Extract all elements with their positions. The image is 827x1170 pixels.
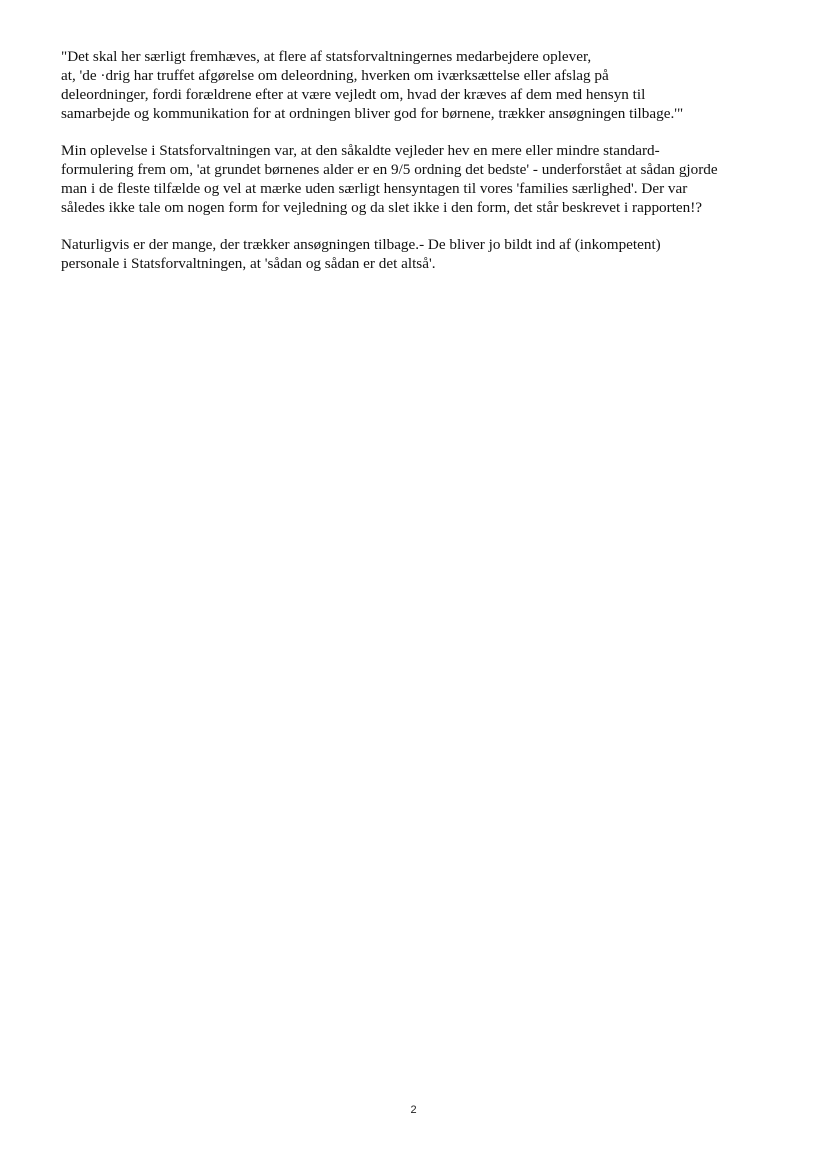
paragraph-experience xyxy=(61,141,791,217)
page-number: 2 xyxy=(410,1104,417,1116)
text-line: at, 'de ·drig har truffet afgørelse om deleordning, hverken om iværksættelse eller afslag på xyxy=(61,67,609,84)
text-line: således ikke tale om nogen form for vejledning og da slet ikke i den form, det står beskrevet i rapporten!? xyxy=(61,199,703,216)
text-line: formulering frem om, 'at grundet børnenes alder er en 9/5 ordning det bedste' - underforstået at sådan gjorde xyxy=(61,161,718,178)
paragraph-conclusion xyxy=(61,235,791,273)
text-line: man i de fleste tilfælde og vel at mærke uden særligt hensyntagen til vores 'families særlighed'. Der var xyxy=(61,180,688,197)
text-line: Naturligvis er der mange, der trækker ansøgningen tilbage.- De bliver jo bildt ind af (inkompetent) xyxy=(61,236,661,253)
text-line: deleordninger, fordi forældrene efter at være vejledt om, hvad der kræves af dem med hensyn til xyxy=(61,86,646,103)
paragraph-quote xyxy=(61,47,791,123)
text-line: personale i Statsforvaltningen, at 'sådan og sådan er det altså'. xyxy=(61,255,436,272)
text-line: samarbejde og kommunikation for at ordningen bliver god for børnene, trækker ansøgningen tilbage.'" xyxy=(61,105,684,122)
text-line: "Det skal her særligt fremhæves, at flere af statsforvaltningernes medarbejdere oplever, xyxy=(61,48,592,65)
document-body xyxy=(61,47,791,291)
text-line: Min oplevelse i Statsforvaltningen var, at den såkaldte vejleder hev en mere eller mindre standard- xyxy=(61,142,660,159)
